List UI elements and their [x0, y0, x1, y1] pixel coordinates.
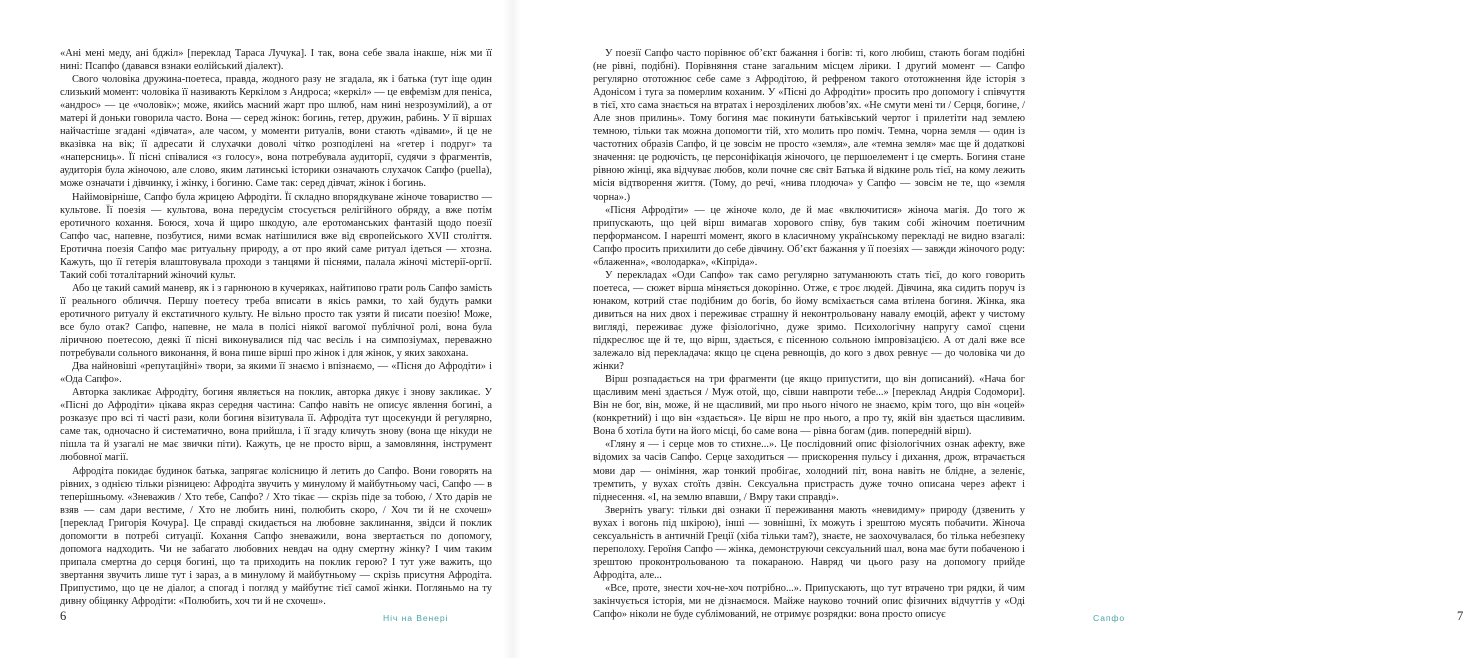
page-gutter [503, 0, 521, 658]
paragraph: Або це такий самий маневр, як і з гарнюною в кучеряках, найтипово грати роль Сапфо замість її реального обличчя. Першу поетесу треба вписати в якісь рамки, то хай будуть рамки еротичного ритуалу й екстатичного культу. Не вільно просто так узяти й писати поезію! Може, все було отак? Сапфо, напевне, не мала в полісі ніякої вагомої публічної ролі, вона була ліричною поетесою, деякі її пісні виконувалися під час весіль і на симпозіумах, переважно потребували сольного виконання, й вона пише вірші про жінок і для жінок, у яких закохана. [60, 282, 492, 360]
running-head: Ніч на Венері [383, 613, 449, 623]
paragraph: Свого чоловіка дружина-поетеса, правда, жодного разу не згадала, як і батька (тут іще один слизький момент: чоловіка її називають Керкілом з Андроса; «керкіл» — це евфемізм для пеніса, «андрос» — це «чоловік»; може, якийсь масний жарт про шлюб, нам нині незрозумілий), а от матері й доньки говорила часто. Вона — серед жінок: богинь, гетер, дружин, рабинь. У її віршах найчастіше згадані «дівчата», але часом, у моменти ритуалів, вони стають «дівами», й це не вказівка на вік; її адресати й слухачки доволі чітко розподілені на «гетер і подруг» та «наперсниць». Її пісні співалися «з голосу», вона потребувала аудиторії, судячи з фрагментів, аудиторія була жіночою, але слово, яким латинські історики означають слухачок Сапфо (puella), може означати і дівчинку, і жінку, і богиню. Саме так: серед дівчат, жінок і богинь. [60, 74, 492, 190]
right-page [512, 0, 1463, 658]
paragraph: У перекладах «Оди Сапфо» так само регулярно затуманюють стать тієї, до кого говорить поетеса, — сюжет вірша міняється докорінно. Отже, є троє людей. Дівчина, яка сидить поруч із юнаком, котрий стає подібним до богів, бо йому всміхається сама втілена богиня. Жінка, яка дивиться на них двох і переживає страшну й неконтрольовану навалу емоцій, афект у чистому вигляді, переживає дуже фізіологічно, дуже зримо. Психологічну напругу самої сцени підкреслює ще й те, що вірш, здається, є пісенною сольною імпровізацією. А от далі вже все залежало від перекладача: якщо це сцена ревнощів, до кого з двох ревнує — до чоловіка чи до жінки? [593, 269, 1025, 373]
paragraph: Зверніть увагу: тільки дві ознаки її переживання мають «невидиму» природу (дзвенить у вухах і вогонь під шкірою), інші — зовнішні, їх можуть і зрештою мусять побачити. Жіноча сексуальність в античній Греції (хіба тільки там?), знаєте, не заохочувалася, бо тілька небезпеку переполоху. Героїня Сапфо — жінка, демонструючи сексуальний шал, вона має бути побаченою і зрештою проконтрольованою та покараною. Навряд чи цього разу на допомогу прийде Афродіта, але... [593, 504, 1025, 581]
paragraph: У поезії Сапфо часто порівнює об’єкт бажання і богів: ті, кого любиш, стають богам подібні (не рівні, подібні). Порівняння стане загальним місцем лірики. І другий момент — Сапфо регулярно ототожнює себе саме з Афродітою, й рефреном такого ототожнення йде історія з Адонісом і туга за померлим коханим. У «Пісні до Афродіти» просить про допомогу і співчуття в тієї, хто сама знається на втратах і нерозділених любов’ях. «Не смути мені ти / Серця, богине, / Але знов прилинь». Тому богиня має покинути батьківський чертог і прилетіти над землею темною, тільки так можна допомогти тій, хто молить про поміч. Темна, чорна земля — один із частотних образів Сапфо, й це зовсім не просто «земля», але «темна земля» має ще й додаткові значення: це родючість, це персоніфікація жіночого, це першоелемент і це смерть. Богиня стане рівною жінці, яка відчуває любов, коли почне сяє світ Батька й відкине роль тієї, на кому лежить місія відтворення життя. (Тому, до речі, «нива плодюча» у Сапфо — зовсім не те, що «земля чорна».) [593, 48, 1025, 203]
right-page-text [593, 47, 1025, 621]
running-head: Сапфо [1093, 613, 1126, 623]
paragraph: Вірш розпадається на три фрагменти (це якщо припустити, що він дописаний). «Нача бог щасливим мені здається / Муж отой, що, сівши навпроти тебе...» [переклад Андрія Содомори]. Він не бог, він, може, й не щасливий, ми про нього нічого не знаємо, крім того, що він «оцей» (конкретний) і що він «здається». Це вірш не про нього, а про ту, якій він здається щасливим. Вона б хотіла бути на його місці, бо саме вона — рівна богам (див. попередній вірш). [593, 374, 1025, 438]
page-number: 6 [60, 609, 67, 623]
paragraph: «Ані мені меду, ані бджіл» [переклад Тараса Лучука]. І так, вона себе звала інакше, ніж ми її нині: Псапфо (давався взнаки еолійський діалект). [60, 48, 492, 73]
paragraph: «Все, проте, знести хоч-не-хоч потрібно...». Припускають, що тут втрачено три рядки, й чим закінчується історія, ми не дізнаємося. Майже науково точний опис фізичних відчуттів у «Оді Сапфо» ніколи не буде сублімований, не отримує розрядки: вона просто описує [593, 582, 1025, 621]
paragraph: «Гляну я — і серце мов то стихне...». Це послідовний опис фізіологічних ознак афекту, вже відомих за часів Сапфо. Серце заходиться — прискорення пульсу і дихання, дрож, втрачається мови дар — оніміння, жар тонкий пробігає, холодний піт, вона навіть не блідне, а зеленіє, тремтить, у вухах стоїть дзвін. Сексуальна пристрасть дуже точно описана через афект і піднесення. «І, на землю впавши, / Вмру таки справді». [593, 439, 1025, 503]
paragraph: Два найновіші «репутаційні» твори, за якими її знаємо і впізнаємо, — «Пісня до Афродіти» і «Ода Сапфо». [60, 361, 492, 386]
page-number: 7 [1457, 609, 1463, 623]
paragraph: Авторка закликає Афродіту, богиня являється на поклик, авторка дякує і знову закликає. У «Пісні до Афродіти» цікава якраз середня частина: Сапфо навіть не описує явлення богині, а розказує про всі ті часті рази, коли богиня візитувала її. Афродіта тут щосекунди й регулярно, саме так, одночасно й систематично, вона прийшла, і її згаду кличуть знову (вона ще нікуди не пішла та й узагалі не має звички піти). Кажуть, це не просто вірш, а замовляння, інструмент любовної магії. [60, 387, 492, 464]
paragraph: «Пісня Афродіти» — це жіноче коло, де й має «включитися» жіноча магія. До того ж припускають, що цей вірш вимагав хорового співу, був таким собі жіночим поетичним перформансом. І нарешті момент, якого в класичному українському перекладі не видно взагалі: Сапфо просить прихилити до себе дівчину. Об’єкт бажання у її поезіях — завжди жіночого роду: «блаженна», «володарка», «Кіпріда». [593, 204, 1025, 268]
paragraph: Найімовірніше, Сапфо була жрицею Афродіти. Її складно впорядкуване жіноче товариство — культове. Її поезія — культова, вона передусім стосується релігійного обряду, а вже потім еротичного кохання. Боюся, хоча й щиро шкодую, але еротоманських фантазій щодо поезії Сапфо час, напевне, позбутися, ними всмак натішилися вже від європейського XVII століття. Еротична поезія Сапфо має ритуальну природу, а от про який саме ритуал ідеться — хтозна. Кажуть, що її гетерія влаштовувала проходи з танцями й піснями, палала жіночі містерії-оргії. Такий собі тоталітарний жіночий культ. [60, 191, 492, 281]
left-page-text [60, 47, 492, 608]
left-page [0, 0, 512, 658]
paragraph: Афродіта покидає будинок батька, запрягає колісницю й летить до Сапфо. Вони говорять на рівних, з однією тільки різницею: Афродіта звучить у минулому й майбутньому часі, Сапфо — в теперішньому. «Зневажив / Хто тебе, Сапфо? / Хто тікає — скрізь піде за тобою, / Хто дарів не взяв — сам дари вестиме, / Хто не любить нині, полюбить скоро, / Хоч ти й не схочеш» [переклад Григорія Кочура]. Це справді скидається на любовне заклинання, звідси й поклик допомогти в потребі ситуації. Кохання Сапфо зневажили, вона звертається по допомогу, допомога надходить. Чи не забагато любовних невдач на одну смертну жінку? І чим таким припала смертна до серця богині, що та приходить на поклик герою? І тут уже важить, що звертання звучить лише тут і зараз, а в минулому й майбутньому — скрізь присутня Афродіта. Припустимо, що це не діалог, а спогад і погляд у майбутнє тієї самої жінки. Погляньмо на ту дивну обіцянку Афродіти: «Полюбить, хоч ти й не схочеш». [60, 465, 492, 607]
